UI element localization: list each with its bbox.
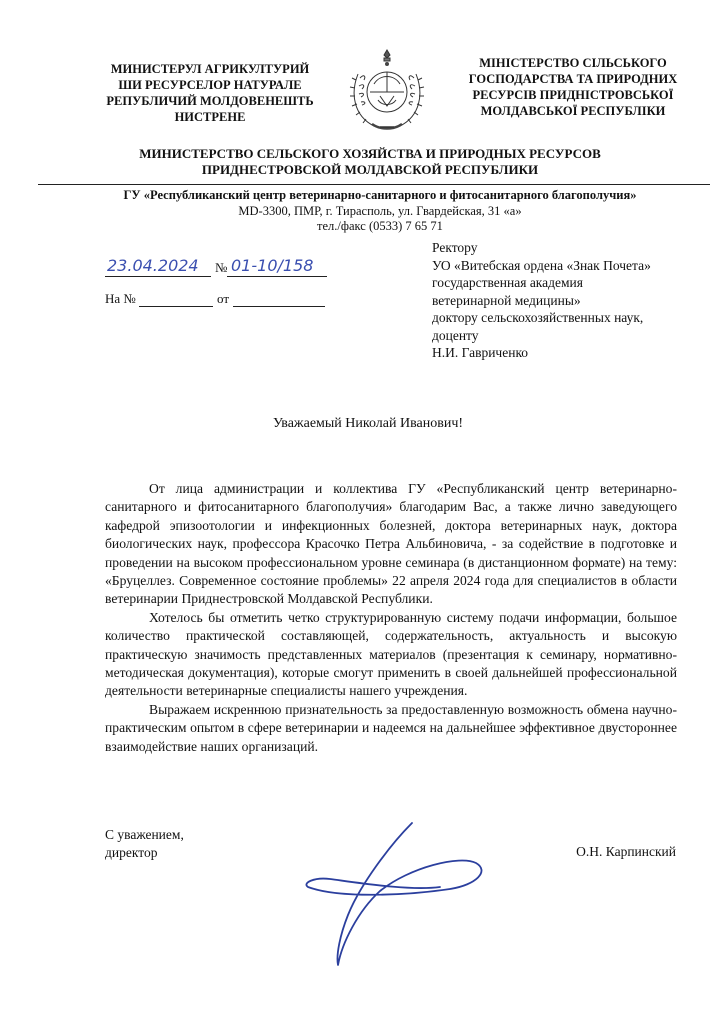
body-paragraph: Выражаем искреннюю признательность за предоставленную возможность обмена научно-практическим опытом в сфере ветеринарии и надеемся на дальнейшее эффективное двустороннее взаимодействие наших организаций.: [105, 701, 677, 754]
signature-icon: [300, 815, 490, 975]
addressee-line: государственная академия: [432, 275, 583, 290]
state-emblem-icon: [344, 44, 430, 134]
organization-name: ГУ «Республиканский центр ветеринарно-санитарного и фитосанитарного благополучия»: [123, 188, 637, 202]
outgoing-date: 23.04.2024: [107, 256, 199, 275]
header-line: ШИ РЕСУРСЕЛОР НАТУРАЛЕ: [118, 78, 302, 92]
addressee-line: доктору сельскохозяйственных наук,: [432, 310, 644, 325]
header-line: МИНИСТЕРУЛ АГРИКУЛТУРИЙ: [110, 62, 310, 76]
letter-body: [105, 480, 677, 756]
outgoing-reference: [105, 258, 327, 280]
header-line: РЕПУБЛИЧИЙ МОЛДОВЕНЕШТЬ: [106, 94, 314, 108]
addressee-line: доценту: [432, 327, 479, 343]
header-line: МИНИСТЕРСТВО СЕЛЬСКОГО ХОЗЯЙСТВА И ПРИРОДНЫХ РЕСУРСОВ: [139, 146, 601, 161]
number-label: №: [215, 260, 228, 275]
date-underline: [105, 276, 211, 277]
reply-date-underline: [233, 306, 325, 307]
header-moldovan: [100, 61, 320, 125]
header-russian: [60, 146, 680, 178]
header-line: ПРИДНЕСТРОВСКОЙ МОЛДАВСКОЙ РЕСПУБЛИКИ: [201, 162, 539, 177]
header-line: НИСТРЕНЕ: [174, 110, 246, 124]
outgoing-number: 01-10/158: [231, 256, 314, 275]
reply-reference: [105, 291, 327, 311]
addressee-line: Н.И. Гавриченко: [432, 345, 529, 360]
reply-number-underline: [139, 306, 213, 307]
header-line: ГОСПОДАРСТВА ТА ПРИРОДНИХ: [468, 72, 678, 86]
addressee-line: Ректору: [432, 240, 478, 255]
body-paragraph: От лица администрации и коллектива ГУ «Республиканский центр ветеринарно-санитарного и фитосанитарного благополучия» благодарим Вас, а также лично заведующего кафедрой эпизоотологии и инфекционных болезней, доктора ветеринарных наук, доктора биологических наук, профессора Красочко Петра Альбиновича, - за содействие в подготовке и проведении на высоком профессиональном уровне семинара (в дистанционном формате) на тему: «Бруцеллез. Современное состояние проблемы» 22 апреля 2024 года для специалистов в области ветеринарии Приднестровской Молдавской Республики.: [105, 481, 677, 607]
signer-name: О.Н. Карпинский: [576, 844, 676, 859]
header-line: МОЛДАВСЬКОЇ РЕСПУБЛІКИ: [480, 104, 666, 118]
organization-address: MD-3300, ПМР, г. Тирасполь, ул. Гвардейская, 31 «а»: [238, 203, 522, 218]
closing-position: директор: [105, 845, 158, 860]
header-line: МІНІСТЕРСТВО СІЛЬСЬКОГО: [479, 56, 667, 70]
organization-phone: тел./факс (0533) 7 65 71: [317, 219, 443, 233]
header-line: РЕСУРСІВ ПРИДНІСТРОВСЬКОЇ: [472, 88, 674, 102]
number-underline: [227, 276, 327, 277]
header-ukrainian: [458, 55, 688, 119]
organization-block: [60, 188, 700, 235]
closing: [105, 826, 184, 862]
header-divider: [38, 184, 710, 185]
reply-from-label: от: [217, 291, 230, 306]
addressee-line: ветеринарной медицины»: [432, 292, 581, 308]
closing-regards: С уважением,: [105, 827, 184, 842]
addressee: [432, 239, 702, 362]
salutation: Уважаемый Николай Иванович!: [272, 416, 464, 431]
addressee-line: УО «Витебская ордена «Знак Почета»: [432, 257, 651, 273]
reply-number-label: На №: [105, 291, 136, 306]
body-paragraph: Хотелось бы отметить четко структурированную систему подачи информации, большое количество практической составляющей, содержательность, актуальность и высокую практическую значимость представленных материалов (презентация к семинару, нормативно-методическая документация), которые смогут применить в своей дальнейшей профессиональной деятельности ветеринарные специалисты нашего учреждения.: [105, 609, 677, 699]
